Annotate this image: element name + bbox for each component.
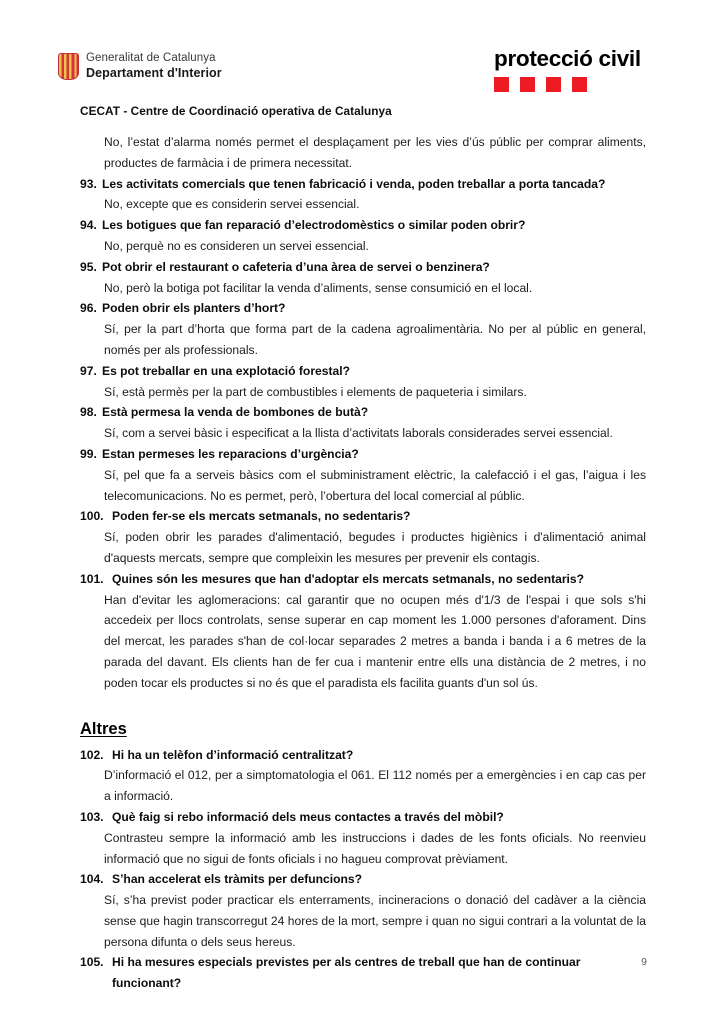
- generalitat-name: Generalitat de Catalunya: [86, 52, 216, 64]
- faq-question-text: Què faig si rebo informació dels meus contactes a través del mòbil?: [112, 809, 504, 824]
- generalitat-logo-text: [86, 52, 222, 80]
- faq-item: [80, 745, 646, 807]
- faq-question: [80, 807, 646, 828]
- faq-question-text: Es pot treballar en una explotació forestal?: [102, 363, 350, 378]
- page-header: [0, 46, 725, 98]
- faq-question: [80, 174, 646, 195]
- faq-item: [80, 569, 646, 694]
- faq-question-text: Les botigues que fan reparació d’electrodomèstics o similar poden obrir?: [102, 218, 526, 233]
- faq-item: [80, 361, 646, 403]
- faq-question: [80, 952, 646, 994]
- section-heading-altres: Altres: [80, 719, 127, 738]
- faq-question: [80, 745, 646, 766]
- faq-answer: Sí, està permès per la part de combustibles i elements de paqueteria i similars.: [104, 384, 527, 399]
- faq-answer: Sí, poden obrir les parades d'alimentació, begudes i productes higiènics i d'alimentació animal d'aquests mercats, sempre que compleixin les mesures per prevenir els contagis.: [104, 530, 646, 565]
- faq-item: [80, 174, 646, 216]
- faq-item: [80, 257, 646, 299]
- faq-question-text: S’han accelerat els tràmits per defuncions?: [112, 872, 363, 887]
- faq-item: [80, 952, 646, 994]
- faq-question-number: 103.: [80, 809, 104, 824]
- generalitat-logo: [58, 52, 222, 80]
- department-name: Departament d'Interior: [86, 65, 222, 80]
- faq-question-number: 94.: [80, 218, 97, 233]
- proteccio-civil-squares: [494, 77, 654, 92]
- faq-question-number: 100.: [80, 509, 104, 524]
- red-square-icon: [572, 77, 587, 92]
- faq-question-number: 98.: [80, 405, 97, 420]
- faq-item: [80, 402, 646, 444]
- faq-answer: No, però la botiga pot facilitar la venda d’aliments, sense consumició en el local.: [104, 280, 533, 295]
- proteccio-civil-logo: [494, 48, 654, 92]
- lead-answer: No, l’estat d’alarma només permet el desplaçament per les vies d’ús públic per comprar aliments, productes de farmàcia i de primera necessitat.: [104, 135, 646, 170]
- red-square-icon: [494, 77, 509, 92]
- faq-question-text: Les activitats comercials que tenen fabricació i venda, poden treballar a porta tancada?: [102, 176, 606, 191]
- faq-item: [80, 869, 646, 952]
- faq-question-number: 95.: [80, 259, 97, 274]
- faq-item: [80, 506, 646, 568]
- faq-question-number: 97.: [80, 363, 97, 378]
- faq-question-number: 96.: [80, 301, 97, 316]
- faq-item: [80, 215, 646, 257]
- faq-question-text: Està permesa la venda de bombones de butà?: [102, 405, 369, 420]
- red-square-icon: [520, 77, 535, 92]
- faq-question: [80, 444, 646, 465]
- faq-question-text: Pot obrir el restaurant o cafeteria d’una àrea de servei o benzinera?: [102, 259, 490, 274]
- faq-question-number: 99.: [80, 446, 97, 461]
- faq-question-number: 102.: [80, 747, 104, 762]
- faq-answer: Sí, com a servei bàsic i especificat a la llista d’activitats laborals considerades servei essencial.: [104, 426, 613, 441]
- faq-list: [80, 174, 646, 694]
- faq-question: [80, 506, 646, 527]
- faq-question: [80, 569, 646, 590]
- faq-answer: Sí, per la part d’horta que forma part de la cadena agroalimentària. No per al públic en general, només per als professionals.: [104, 322, 646, 357]
- faq-answer: No, excepte que es considerin servei essencial.: [104, 197, 360, 212]
- faq-list-altres: [80, 745, 646, 995]
- faq-question-text: Hi ha un telèfon d’informació centralitzat?: [112, 747, 354, 762]
- faq-question-text: Hi ha mesures especials previstes per als centres de treball que han de continuar funcionant?: [112, 955, 581, 991]
- document-subtitle: CECAT - Centre de Coordinació operativa de Catalunya: [80, 104, 392, 118]
- faq-answer: Contrasteu sempre la informació amb les instruccions i dades de les fonts oficials. No reenvieu informació que no sigui de fonts oficials i no hagueu comprovat prèviament.: [104, 830, 646, 866]
- catalan-shield-icon: [58, 53, 79, 80]
- faq-answer: D’informació el 012, per a simptomatologia el 061. El 112 només per a emergències i en cap cas per a informació.: [104, 768, 646, 804]
- faq-question-number: 105.: [80, 955, 104, 970]
- faq-question-text: Poden fer-se els mercats setmanals, no sedentaris?: [112, 509, 411, 524]
- faq-question: [80, 215, 646, 236]
- faq-item: [80, 298, 646, 360]
- faq-question-text: Estan permeses les reparacions d’urgència?: [102, 446, 359, 461]
- faq-question: [80, 402, 646, 423]
- red-square-icon: [546, 77, 561, 92]
- faq-question-text: Poden obrir els planters d’hort?: [102, 301, 286, 316]
- proteccio-civil-title: protecció civil: [494, 46, 641, 71]
- faq-question-number: 101.: [80, 571, 104, 586]
- faq-question: [80, 869, 646, 890]
- faq-question: [80, 361, 646, 382]
- faq-item: [80, 444, 646, 506]
- faq-item: [80, 807, 646, 869]
- faq-question: [80, 298, 646, 319]
- faq-answer: Sí, s’ha previst poder practicar els enterraments, incineracions o donació del cadàver a la ciència sense que hagin transcorregut 24 hores de la mort, sempre i quan no sigui contrari a la voluntat de la persona difunta o dels seus hereus.: [104, 893, 646, 949]
- faq-answer: Han d'evitar les aglomeracions: cal garantir que no ocupen més d'1/3 de l'espai i que sols s'hi accedeix per llocs controlats, sense superar en cap moment les 1.000 persones d'aforament. Dins del mercat, les parades s'han de col·locar separades 2 metres a banda i banda i a 6 metres de la parada del davant. Els clients han de fer cua i mantenir entre ells una distància de 2 metres, i no poden tocar els productes si no és que el paradista els facilita guants d'un sol ús.: [104, 592, 646, 690]
- faq-question-number: 93.: [80, 176, 97, 191]
- page-number: 9: [641, 956, 647, 968]
- faq-question-number: 104.: [80, 872, 104, 887]
- faq-question-text: Quines són les mesures que han d'adoptar els mercats setmanals, no sedentaris?: [112, 571, 585, 586]
- document-body: [80, 132, 646, 994]
- faq-answer: Sí, pel que fa a serveis bàsics com el subministrament elèctric, la calefacció i el gas, l’aigua i les telecomunicacions. No es permet, però, l’obertura del local comercial al públic.: [104, 467, 646, 503]
- faq-question: [80, 257, 646, 278]
- faq-answer: No, perquè no es consideren un servei essencial.: [104, 238, 369, 253]
